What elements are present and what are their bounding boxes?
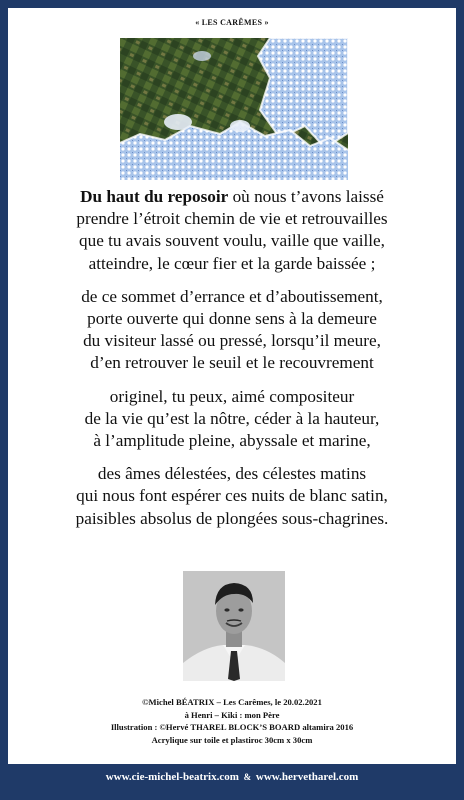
credit-author-date: ©Michel BÉATRIX – Les Carêmes, le 20.02.2021	[142, 697, 322, 707]
footer-links	[0, 771, 464, 783]
poem-line-bold: Du haut du reposoir	[80, 187, 229, 206]
link-separator: &	[243, 772, 252, 782]
poem-line: prendre l’étroit chemin de vie et retrouvailles	[76, 209, 388, 229]
link-hervetharel[interactable]: www.hervetharel.com	[255, 771, 359, 783]
series-title: « LES CARÊMES »	[195, 18, 269, 27]
poem-line: paisibles absolus de plongées sous-chagrines.	[75, 508, 389, 528]
stanza-1	[8, 186, 456, 275]
link-cie-michel-beatrix[interactable]: www.cie-michel-beatrix.com	[105, 771, 239, 783]
poem-line: du visiteur lassé ou pressé, lorsqu’il meure,	[83, 331, 381, 351]
stanza-4	[8, 463, 456, 530]
poem-line	[8, 186, 456, 208]
credit-illustration: Illustration : ©Hervé THAREL BLOCK’S BOARD altamira 2016	[110, 722, 354, 733]
poem-card	[8, 8, 456, 764]
poem-line: des âmes délestées, des célestes matins	[97, 464, 367, 484]
credit-dedication: à Henri – Kiki : mon Père	[184, 709, 280, 720]
credits	[8, 696, 456, 746]
poem-line: porte ouverte qui donne sens à la demeure	[87, 309, 377, 329]
poem-line: de la vie qu’est la nôtre, céder à la hauteur,	[84, 408, 380, 428]
stanza-3	[8, 386, 456, 453]
poem-line: atteindre, le cœur fier et la garde baissée ;	[88, 253, 376, 273]
poem	[8, 186, 456, 541]
illustration-painting	[120, 38, 348, 180]
credit-medium: Acrylique sur toile et plastiroc 30cm x 30cm	[151, 734, 313, 745]
poem-line-text: où nous t’avons laissé	[228, 187, 384, 206]
poem-line: d’en retrouver le seuil et le recouvrement	[90, 353, 374, 373]
portrait-photo	[183, 571, 285, 681]
poem-line: qui nous font espérer ces nuits de blanc satin,	[76, 486, 388, 506]
poem-line: de ce sommet d’errance et d’aboutissement,	[81, 286, 383, 306]
stanza-2	[8, 286, 456, 375]
poem-line: originel, tu peux, aimé compositeur	[109, 386, 355, 406]
poem-line: à l’amplitude pleine, abyssale et marine,	[93, 431, 371, 451]
poem-line: que tu avais souvent voulu, vaille que vaille,	[79, 231, 385, 251]
